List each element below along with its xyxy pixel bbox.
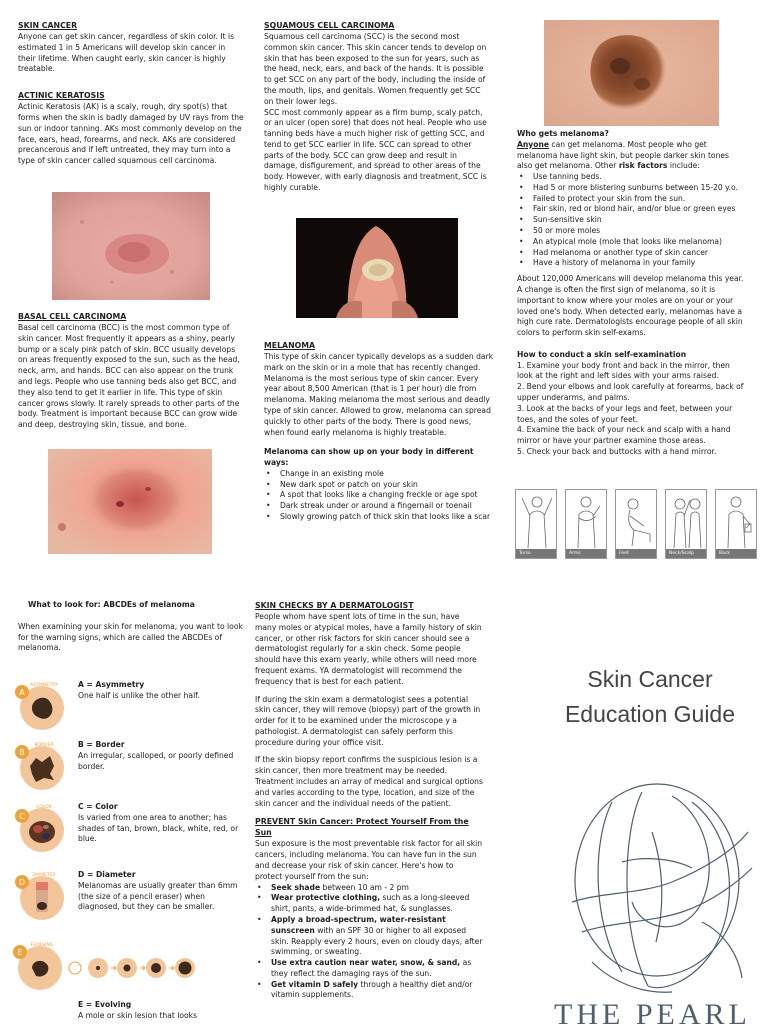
list-item: 4. Examine the back of your neck and scalp with a hand mirror or have your partner examine those areas. — [517, 425, 731, 446]
actinic-keratosis-photo — [52, 192, 210, 300]
abcde-item-evolving — [78, 1000, 238, 1022]
figure-caption: Arms — [566, 549, 606, 558]
abcde-item-asymmetry — [14, 680, 244, 740]
column-right-top — [517, 129, 745, 458]
list-item: • Have a history of melanoma in your family — [529, 258, 745, 269]
abcde-title: E = Evolving — [78, 1000, 132, 1009]
abcde-heading: What to look for: ABCDEs of melanoma — [28, 600, 195, 609]
svg-text:D: D — [18, 878, 26, 887]
abcde-desc: A mole or skin lesion that looks — [78, 1010, 198, 1020]
actinic-keratosis-text: Actinic Keratosis (AK) is a scaly, rough, dry spot(s) that forms when the skin is badly damaged by UV rays from the sun or indoor tanning. AKs most commonly develop on the face, ears, head, forearms, and neck. AKs are considered precancerous and if left untreated, they may turn into a type of skin cancer called squamous cell carcinoma. — [18, 102, 244, 166]
melanoma-heading: MELANOMA — [264, 341, 316, 350]
self-exam-figure-neck-scalp — [665, 489, 707, 559]
figure-caption: Back — [716, 549, 756, 558]
list-item: • Wear protective clothing, such as a long-sleeved shirt, pants, a wide-brimmed hat, & sunglasses. — [267, 893, 483, 915]
figure-caption: Feet — [616, 549, 656, 558]
squamous-cell-photo — [296, 218, 458, 318]
squamous-cell-text-1: Squamous cell carcinoma (SCC) is the second most common skin cancer. This skin cancer tends to develop on skin that has been exposed to the sun for years, such as the head, neck, ears, and back of the hands. It is possible to get SCC on any part of the body, including the inside of the mouth, lips, and genitals. Women frequently get SCC on their lower legs. — [264, 32, 487, 106]
column-left-top — [18, 20, 244, 167]
abcde-section-header — [18, 600, 244, 654]
squamous-cell-text-2: SCC most commonly appear as a firm bump, scaly patch, or an ulcer (open sore) that does not heal. People who use tanning beds have a much higher risk of getting SCC, and tend to get SCC earlier in life. SCC can spread to other parts of the body. SCC can grow deep and result in damage, disfigurement, and spread to other areas of the body. However, with early diagnosis and treatment, SCC is highly curable. — [264, 107, 487, 192]
pearl-logo — [552, 772, 762, 1024]
list-item: 5. Check your back and buttocks with a hand mirror. — [517, 446, 717, 456]
dermatologist-heading: SKIN CHECKS BY A DERMATOLOGIST — [255, 601, 414, 610]
skin-cancer-text: Anyone can get skin cancer, regardless of skin color. It is estimated 1 in 5 Americans will develop skin cancer in their lifetime. When caught early, skin cancer is highly treatable. — [18, 32, 235, 74]
asymmetry-icon — [14, 680, 70, 736]
evolving-progression-icon — [12, 940, 222, 996]
anyone-text: Anyone — [517, 139, 550, 149]
who-gets-text: Anyone can get melanoma. Most people who get melanoma have light skin, but people darker skin tones also get melanoma. Other risk factors include: — [517, 139, 730, 171]
self-exam-figures — [515, 489, 755, 559]
column-left-bcc — [18, 311, 244, 431]
list-item: • Failed to protect your skin from the sun. — [529, 194, 745, 205]
dermatologist-text-3: If the skin biopsy report confirms the suspicious lesion is a skin cancer, then more treatment may be needed. Treatment includes an array of medical and surgical options and varies according to the type, location, and size of the skin cancer and the individual needs of the patient. — [255, 755, 483, 808]
about-melanoma-text: About 120,000 Americans will develop melanoma this year. A change is often the first sign of melanoma, so it is important to know where your moles are on your or your loved one's body. When detected early, melanomas have a high cure rate. Dermatologists encourage people of all skin colors to perform skin self-exams. — [517, 274, 744, 338]
skin-cancer-heading: SKIN CANCER — [18, 21, 78, 30]
abcde-item-border — [14, 740, 244, 800]
abcde-title: B = Border — [78, 740, 125, 749]
cover-title — [540, 662, 760, 731]
basal-cell-text: Basal cell carcinoma (BCC) is the most common type of skin cancer. Most frequently it appears as a shiny, pearly bump or a scaly pink patch of skin. BCC usually develops on areas frequently exposed to the sun, such as the head, neck, arm, and hands. BCC can also appear on the trunk and legs. People who use tanning beds also get BCC, and they also tend to get it earlier in life. This type of skin cancer grows slowly. It rarely spreads to other parts of the body. Treatment is important because BCC can grow wide and deep, destroying skin, tissue, and bone. — [18, 323, 240, 430]
list-item: • A spot that looks like a changing freckle or age spot — [276, 490, 494, 501]
figure-caption: Torso — [516, 549, 556, 558]
dermatologist-text-1: People whom have spent lots of time in the sun, have many moles or atypical moles, have a family history of skin cancer, or other risk factors for skin cancer should see a dermatologist regularly for a skin check. Some people should have this exam yearly, while others will need more frequent exams. YA dermatologist will recommend the frequency that is best for each patient. — [255, 612, 482, 686]
list-item: • Sun-sensitive skin — [529, 215, 745, 226]
column-middle-melanoma — [264, 340, 494, 523]
list-item: • Use tanning beds. — [529, 172, 745, 183]
abcde-desc: One half is unlike the other half. — [78, 690, 200, 700]
figure-caption: Neck/Scalp — [666, 549, 706, 558]
actinic-keratosis-heading: ACTINIC KERATOSIS — [18, 91, 105, 101]
abcde-desc: An irregular, scalloped, or poorly defined border. — [78, 750, 234, 771]
svg-text:B: B — [19, 748, 25, 757]
prevent-text: Sun exposure is the most preventable risk factor for all skin cancers, including melanoma. You can have fun in the sun and decrease your risk of skin cancer. Here's how to protect yourself from the sun: — [255, 839, 483, 881]
melanoma-text: This type of skin cancer typically develops as a sudden dark mark on the skin or in a mole that has recently changed. Melanoma is the most serious type of skin cancer. Every year about 8,500 American (that is 1 per hour) die from melanoma. Making melanoma the most serious and deadly type of skin cancer. Allowed to grow, melanoma can spread quickly to other parts of the body. There is good news, when found early melanoma is highly treatable. — [264, 352, 494, 437]
list-item: 2. Bend your elbows and look carefully at forearms, back of upper underarms, and palms. — [517, 382, 744, 402]
list-item: • New dark spot or patch on your skin — [276, 480, 494, 491]
abcde-title: C = Color — [78, 802, 118, 811]
svg-text:C: C — [19, 812, 25, 821]
list-item: 3. Look at the backs of your legs and feet, between your toes, and the soles of your feet. — [517, 403, 733, 424]
abcde-desc: Is varied from one area to another; has shades of tan, brown, black, white, red, or blue. — [78, 812, 239, 844]
svg-text:A: A — [19, 688, 25, 697]
list-item: • Fair skin, red or blond hair, and/or blue or green eyes — [529, 204, 745, 215]
svg-text:DIAMETER: DIAMETER — [32, 873, 56, 878]
svg-text:ASYMMETRY: ASYMMETRY — [30, 683, 58, 688]
abcde-desc: Melanomas are usually greater than 6mm (the size of a pencil eraser) when diagnosed, but they can be smaller. — [78, 880, 238, 912]
self-exam-figure-feet — [615, 489, 657, 559]
cover-title-line-1: Skin Cancer — [587, 666, 713, 692]
squamous-cell-heading: SQUAMOUS CELL CARCINOMA — [264, 21, 395, 30]
list-item: • Had melanoma or another type of skin cancer — [529, 248, 745, 259]
svg-text:THE PEARL: THE PEARL — [554, 998, 751, 1024]
risk-factor-list — [517, 172, 745, 269]
column-middle-bottom — [255, 600, 483, 1001]
svg-text:COLOR: COLOR — [36, 805, 52, 810]
self-exam-figure-arms — [565, 489, 607, 559]
melanoma-photo — [544, 20, 719, 126]
dermatologist-text-2: If during the skin exam a dermatologist sees a potential skin cancer, they will remove (biopsy) part of the growth in order for it to be examined under the microscope y a pathologist. A dermatologist can safely perform this procedure during your office visit. — [255, 694, 481, 747]
abcde-title: A = Asymmetry — [78, 680, 145, 689]
prevent-list — [255, 883, 483, 1002]
melanoma-show-list — [264, 469, 494, 523]
cover-title-line-2: Education Guide — [564, 700, 736, 727]
list-item: • Apply a broad-spectrum, water-resistant sunscreen with an SPF 30 or higher to all exposed skin. Reapply every 2 hours, even on cloudy days, after swimming, or sweating. — [267, 915, 483, 958]
color-icon — [14, 802, 70, 858]
svg-text:BORDER: BORDER — [34, 743, 54, 748]
list-item: • Had 5 or more blistering sunburns between 15-20 y.o. — [529, 183, 745, 194]
svg-text:E: E — [17, 948, 23, 957]
prevent-heading: PREVENT Skin Cancer: Protect Yourself From the Sun — [255, 817, 469, 838]
self-exam-figure-back — [715, 489, 757, 559]
self-exam-figure-torso — [515, 489, 557, 559]
abcde-intro: When examining your skin for melanoma, you want to look for the warning signs, which are called the ABCDEs of melanoma. — [18, 621, 243, 653]
who-gets-heading: Who gets melanoma? — [517, 129, 609, 138]
column-middle-top — [264, 20, 490, 194]
svg-text:EVOLVING: EVOLVING — [30, 943, 54, 948]
list-item: • Change in an existing mole — [276, 469, 494, 480]
diameter-icon — [14, 870, 70, 926]
melanoma-show-heading: Melanoma can show up on your body in different ways: — [264, 447, 474, 468]
basal-cell-heading: BASAL CELL CARCINOMA — [18, 312, 127, 321]
list-item: • Dark streak under or around a fingernail or toenail — [276, 501, 494, 512]
list-item: • Slowly growing patch of thick skin that looks like a scar — [276, 512, 494, 523]
abcde-item-color — [14, 802, 244, 862]
list-item: 1. Examine your body front and back in the mirror, then look at the right and left sides with your arms raised. — [517, 360, 730, 381]
list-item: • Seek shade between 10 am - 2 pm — [267, 883, 483, 894]
list-item: • 50 or more moles — [529, 226, 745, 237]
abcde-title: D = Diameter — [78, 870, 136, 879]
abcde-item-diameter — [14, 870, 244, 930]
border-icon — [14, 740, 70, 796]
list-item: • An atypical mole (mole that looks like melanoma) — [529, 237, 745, 248]
basal-cell-photo — [48, 449, 212, 554]
self-exam-steps — [517, 361, 745, 458]
list-item: • Use extra caution near water, snow, & sand, as they reflect the damaging rays of the sun. — [267, 958, 483, 980]
list-item: • Get vitamin D safely through a healthy diet and/or vitamin supplements. — [267, 980, 483, 1002]
self-exam-heading: How to conduct a skin self-examination — [517, 349, 687, 359]
